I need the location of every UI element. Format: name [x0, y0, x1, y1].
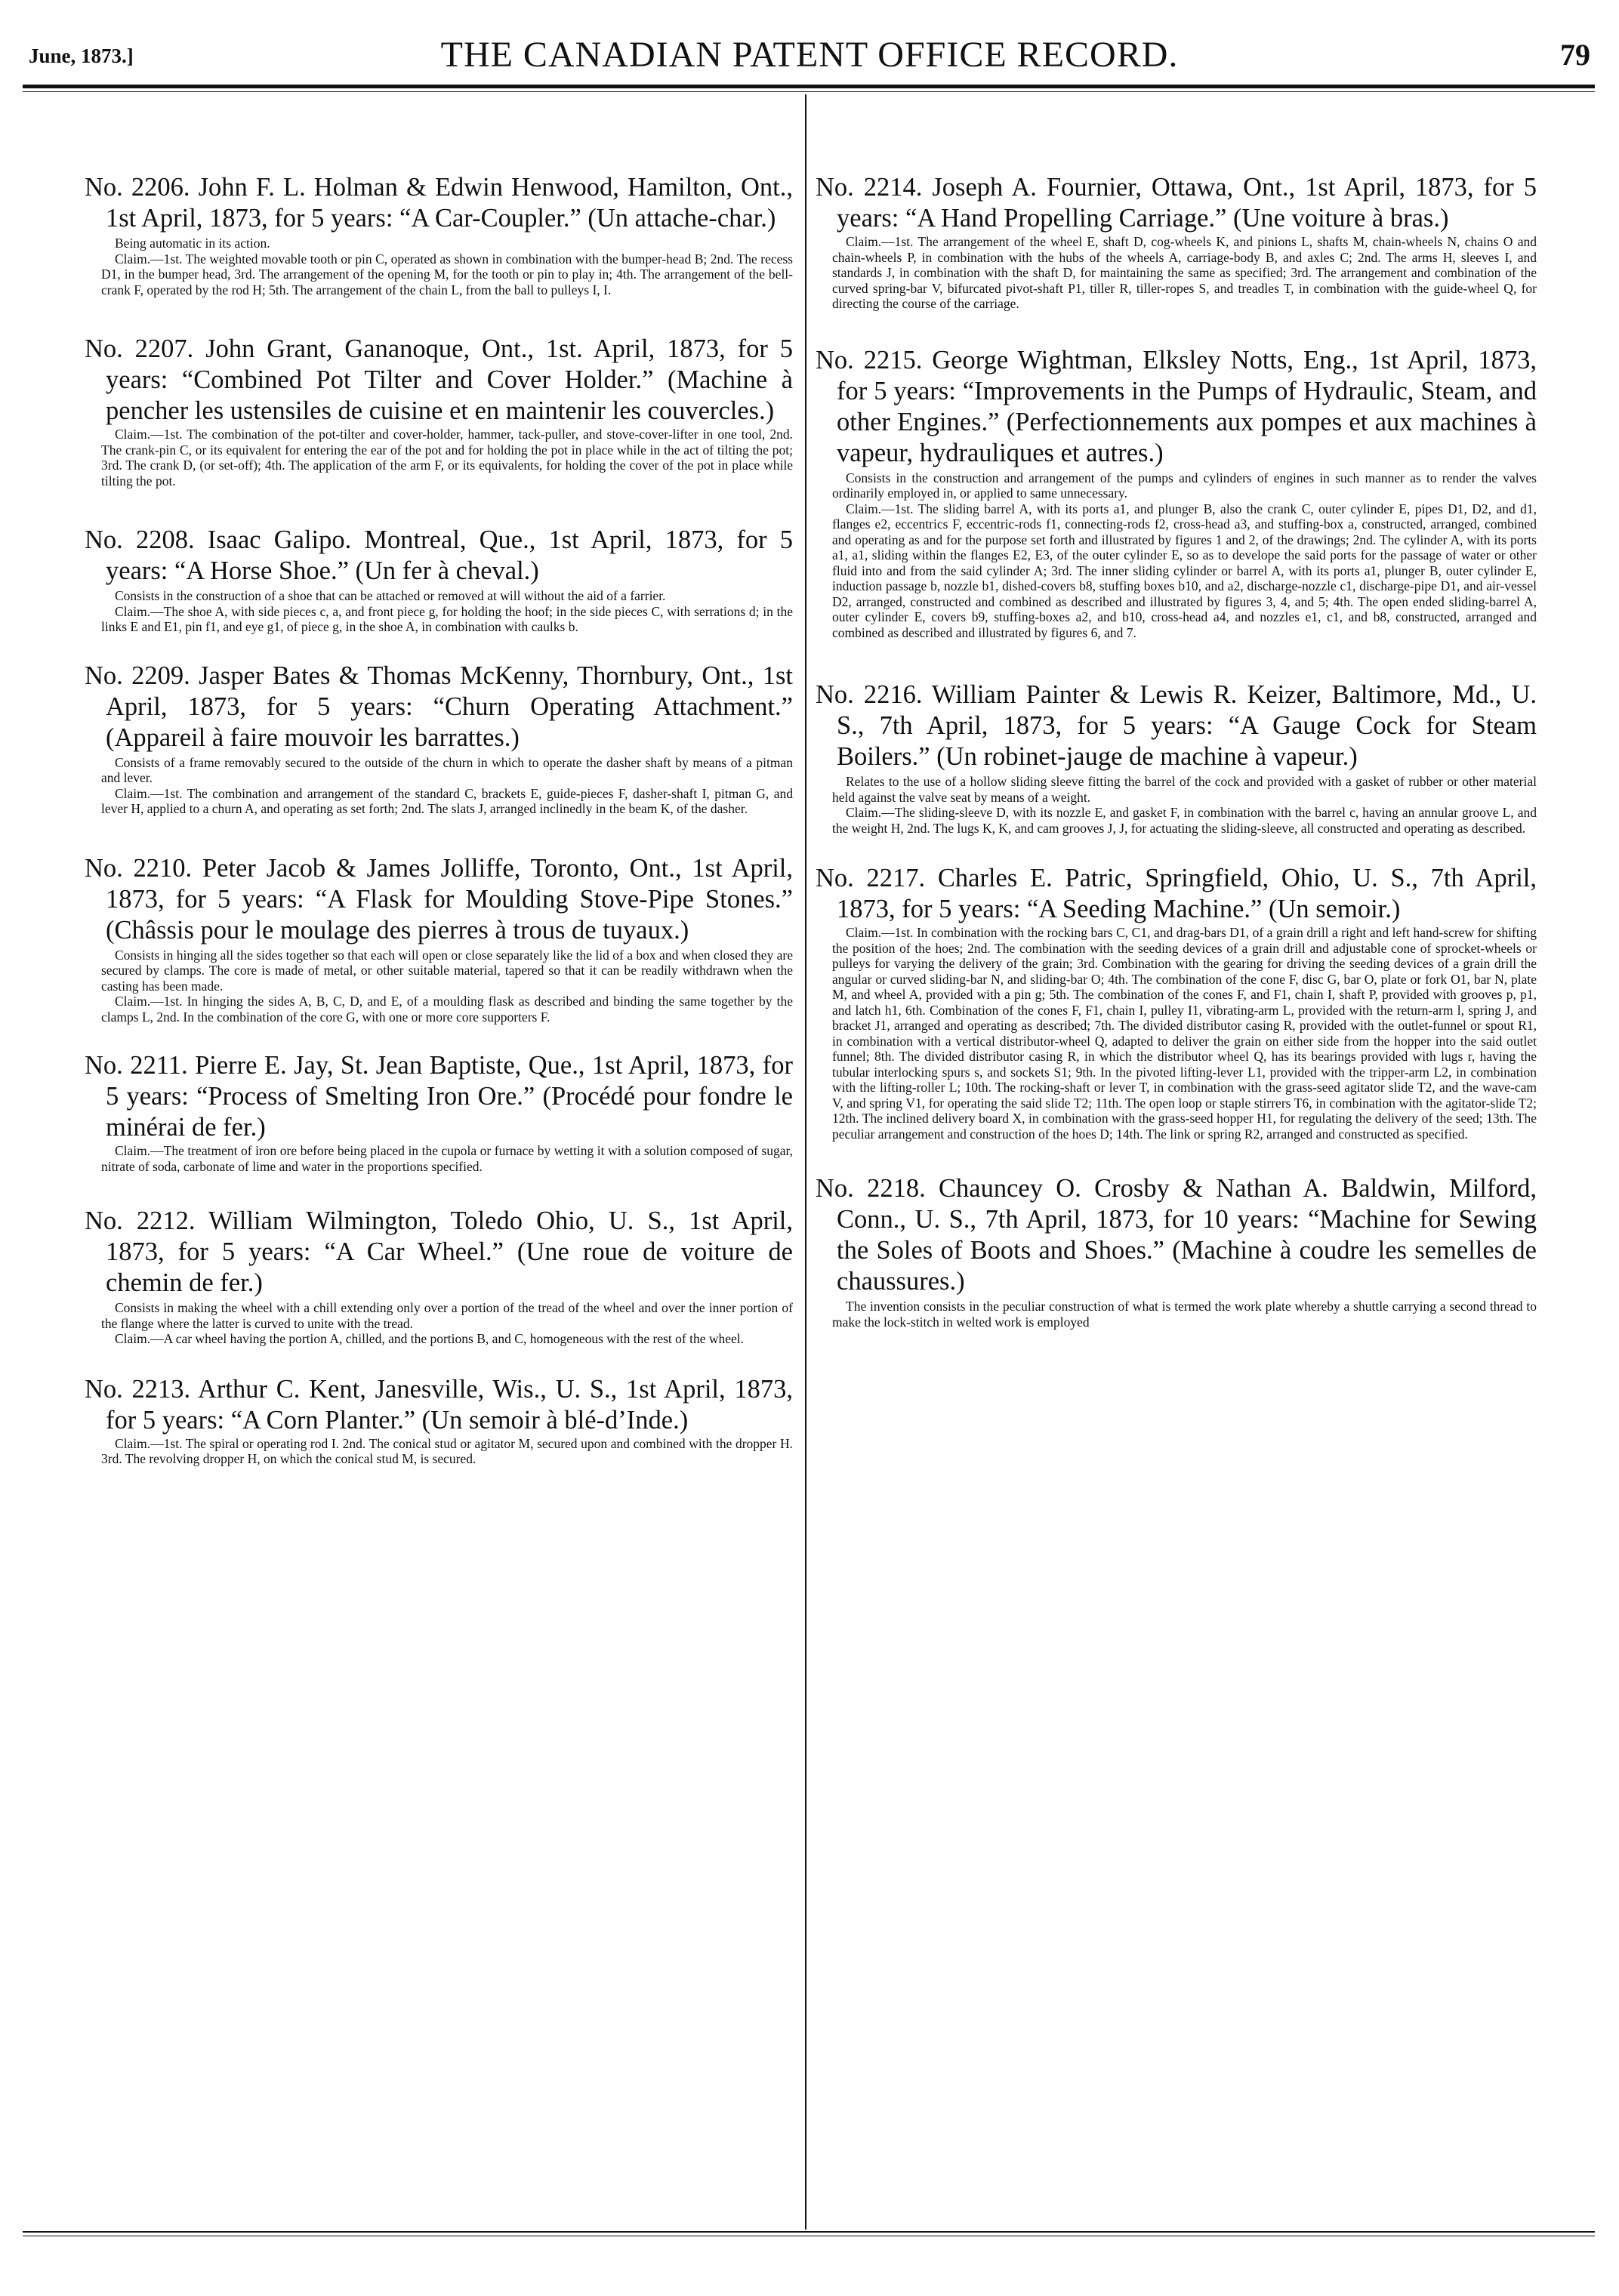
entry-title: No. 2206. John F. L. Holman & Edwin Henwood, Hamilton, Ont., 1st April, 1873, for 5 years: “A Car-Coupler.” (Un attache-char.)	[85, 173, 793, 233]
entry-title: No. 2214. Joseph A. Fournier, Ottawa, Ont., 1st April, 1873, for 5 years: “A Hand Propelling Carriage.” (Une voiture à bras.)	[816, 173, 1537, 233]
entry-description: Consists of a frame removably secured to the outside of the churn in which to operate the dasher shaft by means of a pitman and lever.	[101, 754, 793, 785]
page-number: 79	[1560, 38, 1590, 72]
entry-claim: Claim.—1st. The combination of the pot-tilter and cover-holder, hammer, tack-puller, and stove-cover-lifter in one tool, 2nd. The crank-pin C, or its equivalent for entering the ear of the pot and for holding the pot in place while in the act of tilting the pot; 3rd. The crank D, (or set-off); 4th. The application of the arm F, or its equivalents, for holding the cover of the pot in place while tilting the pot.	[101, 427, 793, 488]
entry-description: The invention consists in the peculiar construction of what is termed the work plate whereby a shuttle carrying a second thread to make the lock-stitch in welted work is employed	[832, 1299, 1537, 1330]
entry-claim: Claim.—1st. In combination with the rocking bars C, C1, and drag-bars D1, of a grain drill a right and left hand-screw for shifting the position of the hoes; 2nd. The combination with the seeding devices of a grain drill and adjustable cone of sprocket-wheels or pulleys for varying the delivery of the grain; 3rd. Combination with the gearing for driving the seeding devices of a grain drill the angular or curved sliding-bar N, and sliding-bar O; 4th. The combination of the cone F, disc G, bar O, plate or fork O1, bar N, plate M, and wheel A, provided with a pin g; 5th. The combination of the cones F, and F1, chain I, shaft P, provided with grooves p, p1, and latch h1, 6th. Combination of the cones F, F1, chain I, pulley I1, vibrating-arm L, provided with the return-arm l, spring J, and bracket J1, arranged and operating as described; 7th. The divided distributor casing R, provided with the outlet-funnel or spout R1, in combination with a vertical distributor-wheel Q, adapted to deliver the grain on either side from the hopper into the said outlet funnel; 8th. The divided distributor casing R, in which the distributor wheel Q, has its bearings provided with lugs r, having the tubular interlocking spurs s, and sockets S1; 9th. In the pivoted lifting-lever L1, provided with the tripper-arm L2, in combination with the lifting-roller L; 10th. The rocking-shaft or lever T, in combination with the grass-seed agitator slide T2, and the wave-cam V, and spring V1, for operating the said slide T2; 11th. The open loop or staple stirrers T6, in combination with the agitator-slide T2; 12th. The inclined delivery board X, in combination with the grass-seed hopper H1, for regulating the delivery of the seed; 13th. The peculiar arrangement and construction of the hoes D; 14th. The link or spring R2, arranged and constructed as specified.	[832, 925, 1537, 1142]
entry-claim: Claim.—A car wheel having the portion A, chilled, and the portions B, and C, homogeneous with the rest of the wheel.	[115, 1331, 745, 1346]
entry-claim: Claim.—1st. The arrangement of the wheel E, shaft D, cog-wheels K, and pinions L, shafts M, chain-wheels N, chains O and chain-wheels P, in combination with the hubs of the wheels A, carriage-body B, and axles C; 2nd. The arms H, sleeves I, and standards J, in combination with the shaft D, for maintaining the same as specified; 3rd. The arrangement and combination of the curved spring-bar V, bifurcated pivot-shaft P1, tiller R, tiller-ropes S, and treadles T, in combination with the guide-wheel Q, for directing the course of the carriage.	[832, 234, 1537, 311]
publication-title: THE CANADIAN PATENT OFFICE RECORD.	[440, 35, 1179, 75]
entry-description: Consists in the construction of a shoe that can be attached or removed at will without the aid of a farrier.	[115, 588, 666, 603]
entry-title: No. 2213. Arthur C. Kent, Janesville, Wis., U. S., 1st April, 1873, for 5 years: “A Corn Planter.” (Un semoir à blé-d’Inde.)	[85, 1374, 793, 1435]
entry-claim: Claim.—1st. The combination and arrangement of the standard C, brackets E, guide-pieces F, dasher-shaft I, pitman G, and lever H, applied to a churn A, and operating as set forth; 2nd. The slats J, arranged inclinedly in the beam K, of the dasher.	[101, 785, 793, 816]
patent-entry-2213	[85, 1374, 793, 1467]
entry-description: Being automatic in its action.	[115, 236, 270, 251]
entry-claim: Claim.—The shoe A, with side pieces c, a, and front piece g, for holding the hoof; in the side pieces C, with serrations d; in the links E and E1, pin f1, and eye g1, of piece g, in the shoe A, in combination with caulks b.	[101, 603, 793, 634]
entry-title: No. 2218. Chauncey O. Crosby & Nathan A. Baldwin, Milford, Conn., U. S., 7th April, 1873, for 10 years: “Machine for Sewing the Soles of Boots and Shoes.” (Machine à coudre les semelles de chaussures.)	[816, 1174, 1537, 1296]
entry-title: No. 2210. Peter Jacob & James Jolliffe, Toronto, Ont., 1st April, 1873, for 5 years: “A Flask for Moulding Stove-Pipe Stones.” (Châssis pour le moulage des pierres à trous de tuyaux.)	[85, 853, 793, 945]
entry-claim: Claim.—1st. The weighted movable tooth or pin C, operated as shown in combination with the bumper-head B; 2nd. The recess D1, in the bumper head, 3rd. The arrangement of the opening M, for the tooth or pin to play in; 4th. The arrangement of the bell-crank F, operated by the rod H; 5th. The arrangement of the chain L, from the ball to pulleys I, I.	[101, 251, 793, 297]
entry-title: No. 2208. Isaac Galipo. Montreal, Que., 1st April, 1873, for 5 years: “A Horse Shoe.” (Un fer à cheval.)	[85, 525, 793, 585]
entry-claim: Claim.—1st. The spiral or operating rod I. 2nd. The conical stud or agitator M, secured upon and combined with the dropper H. 3rd. The revolving dropper H, on which the conical stud M, is secured.	[101, 1435, 793, 1466]
entry-description: Consists in hinging all the sides together so that each will open or close separately like the lid of a box and when closed they are secured by clamps. The core is made of metal, or other suitable material, tapered so that it can be readily withdrawn when the casting has been made.	[101, 947, 793, 994]
patent-entry-2207	[85, 334, 793, 488]
patent-entry-2211	[85, 1050, 793, 1174]
page-header	[29, 34, 1590, 79]
patent-entry-2215	[816, 345, 1537, 641]
entry-title: No. 2209. Jasper Bates & Thomas McKenny, Thornbury, Ont., 1st April, 1873, for 5 years: “Churn Operating Attachment.” (Appareil à faire mouvoir les barrattes.)	[85, 661, 793, 752]
patent-entry-2209	[85, 661, 793, 817]
patent-entry-2208	[85, 525, 793, 635]
entry-description: Consists in making the wheel with a chill extending only over a portion of the tread of the wheel and over the inner portion of the flange where the latter is curved to unite with the tread.	[101, 1300, 793, 1331]
patent-entry-2206	[85, 172, 793, 297]
header-rule-thin	[23, 91, 1595, 92]
column-divider	[805, 94, 806, 2230]
entry-title: No. 2215. George Wightman, Elksley Notts, Eng., 1st April, 1873, for 5 years: “Improvements in the Pumps of Hydraulic, Steam, and other Engines.” (Perfectionnements aux pompes et aux machines à vapeur, hydrauliques et autres.)	[816, 345, 1537, 467]
entry-title: No. 2216. William Painter & Lewis R. Keizer, Baltimore, Md., U. S., 7th April, 1873, for 5 years: “A Gauge Cock for Steam Boilers.” (Un robinet-jauge de machine à vapeur.)	[816, 680, 1537, 771]
header-rule	[23, 85, 1595, 88]
entry-title: No. 2212. William Wilmington, Toledo Ohio, U. S., 1st April, 1873, for 5 years: “A Car Wheel.” (Une roue de voiture de chemin de fer.)	[85, 1207, 793, 1297]
entry-description: Relates to the use of a hollow sliding sleeve fitting the barrel of the cock and provided with a gasket of rubber or other material held against the valve seat by means of a weight.	[832, 774, 1537, 805]
footer-rule	[23, 2231, 1595, 2233]
entry-description: Consists in the construction and arrangement of the pumps and cylinders of engines in such manner as to render the valves ordinarily employed in, or applied to same unnecessary.	[832, 470, 1537, 501]
patent-entry-2218	[816, 1173, 1537, 1330]
entry-title: No. 2211. Pierre E. Jay, St. Jean Baptiste, Que., 1st April, 1873, for 5 years: “Process of Smelting Iron Ore.” (Procédé pour fondre le minérai de fer.)	[85, 1051, 793, 1142]
patent-entry-2216	[816, 680, 1537, 836]
patent-entry-2217	[816, 863, 1537, 1142]
entry-claim: Claim.—The sliding-sleeve D, with its nozzle E, and gasket F, in combination with the barrel c, having an annular groove L, and the weight H, 2nd. The lugs K, K, and cam grooves J, J, for actuating the sliding-sleeve, all constructed and operating as described.	[832, 805, 1537, 836]
entry-claim: Claim.—1st. In hinging the sides A, B, C, D, and E, of a moulding flask as described and binding the same together by the clamps L, 2nd. In the combination of the core G, with one or more core supporters F.	[101, 994, 793, 1025]
left-column	[85, 172, 793, 1467]
entry-claim: Claim.—1st. The sliding barrel A, with its ports a1, and plunger B, also the crank C, outer cylinder E, pipes D1, D2, and d1, flanges e2, eccentrics F, eccentric-rods f1, connecting-rods f2, cross-head a3, and stuffing-box a, constructed, arranged, combined and operating as and for the purpose set forth and illustrated by figures 1 and 2, of the drawings; 2nd. The cylinder A, with its ports a1, a1, sliding within the flanges E2, E3, of the outer cylinder E, so as to develope the said ports for the passage of water or other fluid into and from the said cylinder A; 3rd. The inner sliding cylinder or barrel A, with its ports a1, plunger B, outer cylinder E, induction passage b, nozzle b1, dished-covers b8, stuffing boxes b10, and a2, discharge-nozzle c1, discharge-pipe D1, and air-vessel D2, arranged, constructed and combined as described and illustrated by figures 3, 4, and 5; 4th. The open ended sliding-barrel A, outer cylinder E, covers b9, stuffing-boxes a2, and b10, cross-head a4, and nozzles e1, c1, and b8, constructed, arranged and combined as described and illustrated by figures 6, and 7.	[832, 501, 1537, 640]
entry-title: No. 2207. John Grant, Gananoque, Ont., 1st. April, 1873, for 5 years: “Combined Pot Tilter and Cover Holder.” (Machine à pencher les ustensiles de cuisine et en maintenir les couvercles.)	[85, 334, 793, 425]
issue-date: June, 1873.]	[29, 45, 134, 67]
right-column	[816, 172, 1537, 1330]
patent-entry-2210	[85, 853, 793, 1025]
patent-entry-2214	[816, 172, 1537, 312]
patent-entry-2212	[85, 1206, 793, 1347]
entry-claim: Claim.—The treatment of iron ore before being placed in the cupola or furnace by wetting it with a solution composed of sugar, nitrate of soda, carbonate of lime and water in the proportions specified.	[101, 1143, 793, 1174]
entry-title: No. 2217. Charles E. Patric, Springfield, Ohio, U. S., 7th April, 1873, for 5 years: “A Seeding Machine.” (Un semoir.)	[816, 864, 1537, 923]
